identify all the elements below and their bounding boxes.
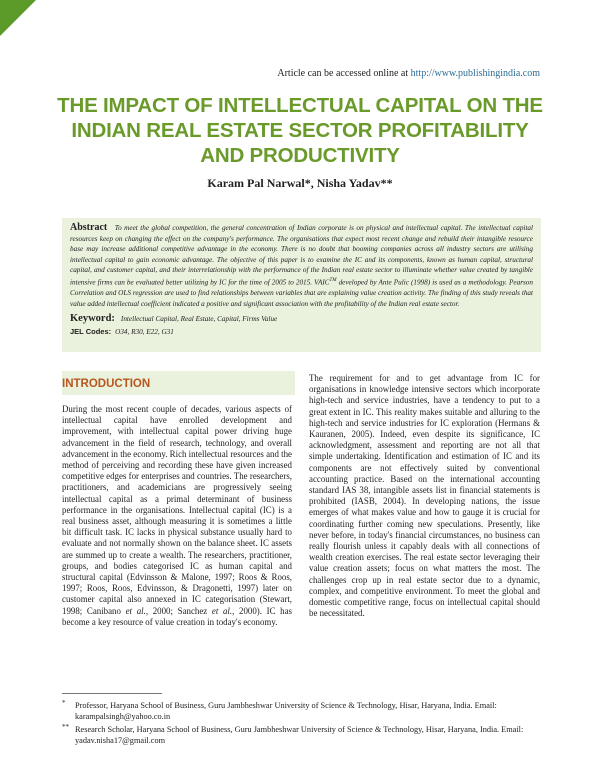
abstract-text-part2: developed by Ante Pulic (1998) is used as a methodology. Pearson Correlation and OLS regression are used to find relationships between variables that are explaining value creation activity. The finding of this study reveals that value added intellectual coefficient indicated a positive and significant association with the profitability of the Indian real estate sector. [70,278,533,308]
footnote-item [62,700,542,722]
paper-title: THE IMPACT OF INTELLECTUAL CAPITAL ON THE INDIAN REAL ESTATE SECTOR PROFITABILITY AND PRODUCTIVITY [57,94,543,167]
left-paragraph-part1: During the most recent couple of decades, various aspects of intellectual capital have enrolled development and improvement, with intellectual capital power driving huge advancement in the field of research, technology, and overall advancement in the economy. Rich intellectual resources and the method of perceiving and recording these have given increased competitive edges for enterprises and countries. The researchers, practitioners, and academicians are progressively seeing intellectual capital as a primal determinant of business performance in the organisations. Intellectual capital (IC) is a real business asset, although measuring it is sometimes a little bit difficult task. IC lacks in physical substance usually hard to evaluate and not normally shown on the balance sheet. IC assets are summed up to create a wealth. The researchers, practitioner, groups, and bodies categorised IC as human capital and structural capital (Edvinsson & Malone, 1997; Roos & Roos, 1997; Roos, Roos, Edvinsson, & Dragonetti, 1997) later on customer capital also annexed in IC categorisation (Stewart, 1998; Canibano [62,404,292,616]
jel-line [70,327,533,336]
left-paragraph-part3: , 2000). IC has become a key resource of value creation in today's economy. [62,605,293,627]
footnote-mark: ** [62,723,69,731]
footnote-rule [62,693,162,694]
access-text: Article can be accessed online at [277,68,409,79]
left-paragraph-part2: , 2000; Sanchez [145,605,212,616]
access-link[interactable]: http://www.publishingindia.com [410,68,540,79]
abstract-text-part1: To meet the global competition, the general concentration of Indian corporate is on physical and intellectual capital. The intellectual capital resources keep on changing the effect on the company's performance. The organisations that expect most recent change and rebuild their intangible resource base may increase additional competitive advantage in the economy. There is no doubt that booming companies across all industry sectors are utilising intellectual capital to gain economic advantage. The objective of this paper is to examine the IC and its components, known as human capital, structural capital, and customer capital, and their interrelationship with the performance of the Indian real estate sector to illuminate whether value created by tangible intensive firms can be evaluated better utilizing by IC for the time of 2005 to 2015. VAIC [70,224,534,287]
keywords-label: Keyword: [70,313,115,325]
keywords-line [70,313,533,324]
jel-label: JEL Codes: [70,327,112,337]
abstract-box [62,218,541,352]
abstract-tm: TM [329,277,337,283]
footnote-text: Research Scholar, Haryana School of Business, Guru Jambheshwar University of Science & Technology, Hisar, Haryana, India. Email: yadav.nisha17@gmail.com [75,725,524,745]
footnote-mark: * [62,699,66,707]
left-et-al-2: et al. [211,605,233,616]
left-et-al-1: et al. [125,605,146,616]
footnotes [62,700,542,748]
corner-decoration [0,0,36,36]
left-column-text [62,404,292,628]
abstract-label: Abstract [70,222,108,233]
keywords-text: Intellectual Capital, Real Estate, Capital, Firms Value [120,315,278,324]
authors: Karam Pal Narwal*, Nisha Yadav** [207,176,393,190]
footnote-text: Professor, Haryana School of Business, Guru Jambheshwar University of Science & Technology, Hisar, Haryana, India. Email: karampalsingh@yahoo.co.in [75,701,497,721]
section-heading: INTRODUCTION [62,378,151,390]
abstract-paragraph [70,223,533,309]
access-note [277,68,540,79]
footnote-item [62,724,542,746]
jel-text: O34, R30, E22, G31 [115,328,174,337]
right-column-text: The requirement for and to get advantage from IC for organisations in knowledge intensive sectors which incorporate high-tech and service industries, have a tendency to put to a great extent in IC. This reality makes suitable and alluring to the high-tech and service industries for IC exploration (Hermans & Kauranen, 2005). Indeed, even despite its significance, IC acknowledgment, assessment and reporting are not all that simple undertaking. Identification and estimation of IC and its components are not effectively suited by conventional accounting practice. Based on the international accounting standard IAS 38, intangible assets list in financial statements is prohibited (IASB, 2004). In developing nations, the issue emerges of what makes value and how to gauge it is crucial for coordinating further coming new speculations. Presently, like never before, in today's financial circumstances, no business can really flourish unless it capably deals with all connections of wealth creation exercises. The real estate sector leveraging their value creation assets; focus on what matters the most. The challenges crop up in real estate sector due to a dynamic, complex, and competitive environment. To meet the global and domestic competitive range, focus on intellectual capital should be necessitated. [309,373,540,619]
